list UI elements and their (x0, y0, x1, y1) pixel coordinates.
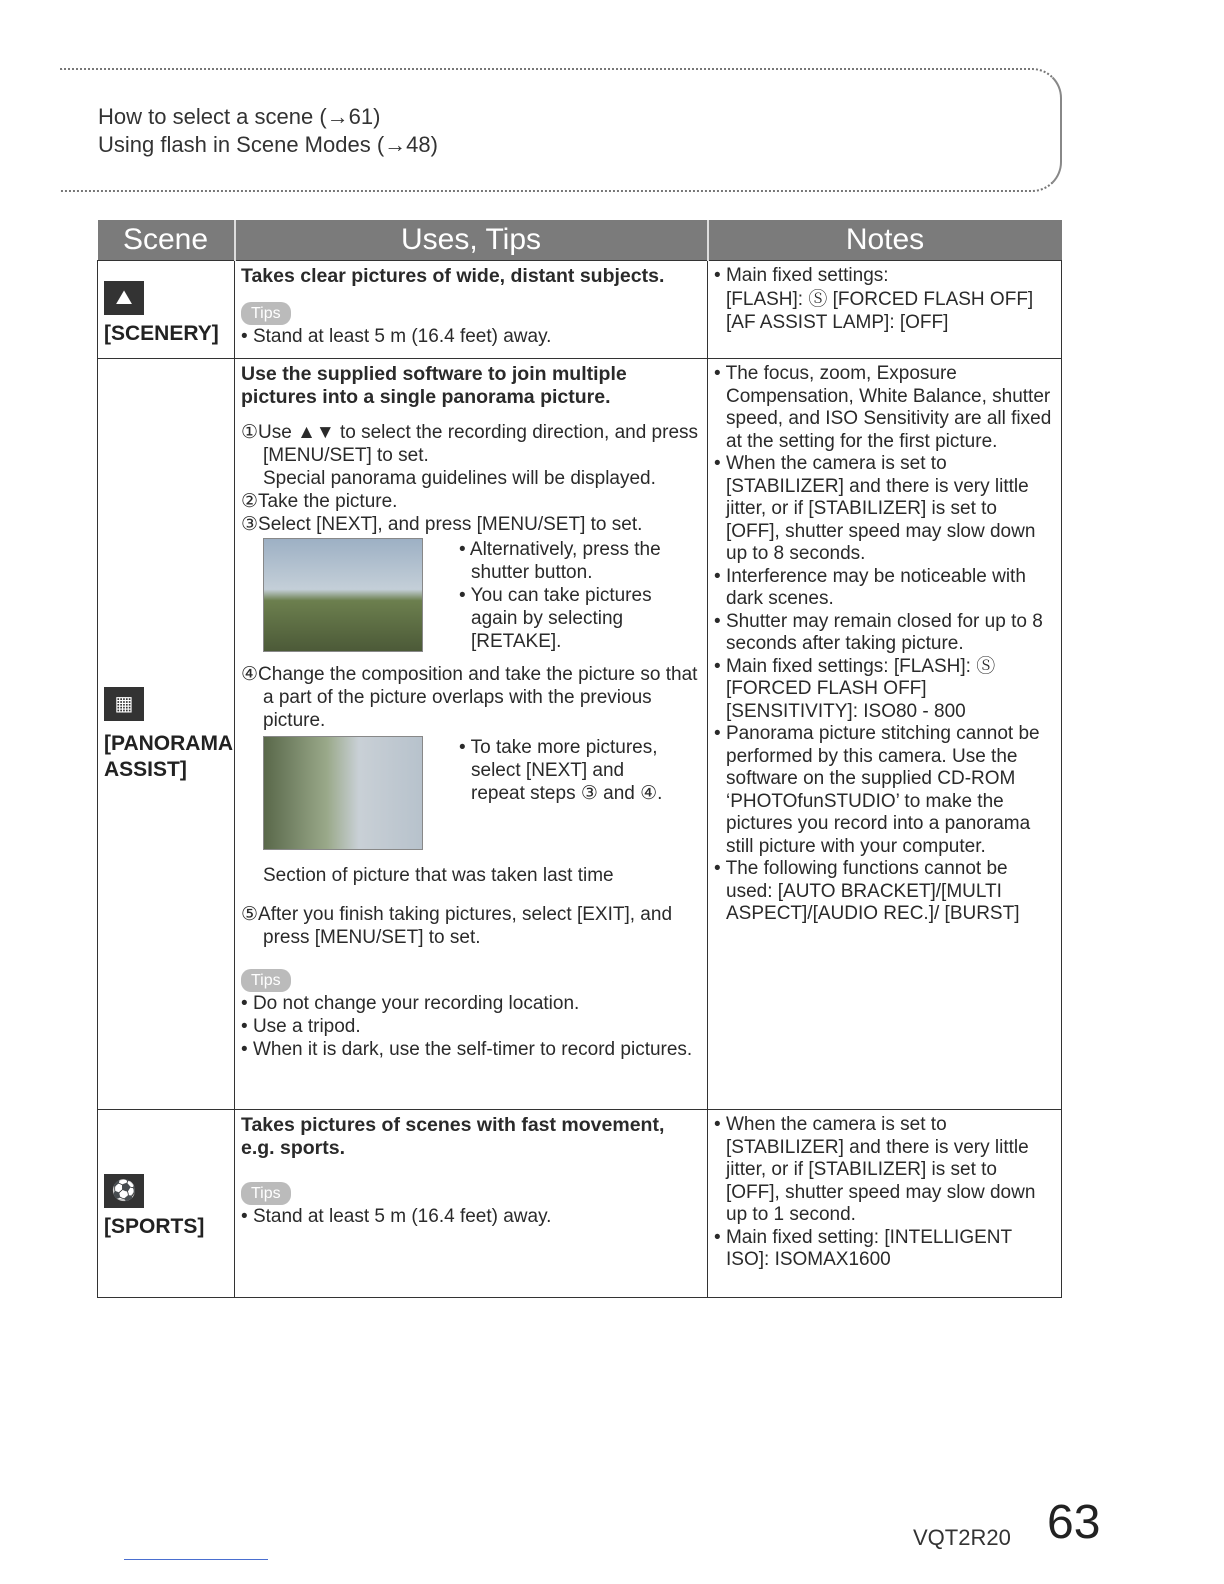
page-number: 63 (1047, 1496, 1101, 1549)
panorama-note: • Panorama picture stitching cannot be performed by this camera. Use the software on the supplied CD-ROM ‘PHOTOfunSTUDIO’ to make the pictures you record into a panorama still picture with your computer. (714, 723, 1055, 858)
sports-label: [SPORTS] (104, 1215, 205, 1238)
sports-note: • Main fixed setting: [INTELLIGENT ISO]: ISOMAX1600 (714, 1227, 1055, 1272)
panorama-step-2: ②Take the picture. (241, 491, 398, 512)
panorama-note: • Main fixed settings: [FLASH]: Ⓢ [FORCED FLASH OFF] [SENSITIVITY]: ISO80 - 800 (714, 656, 1055, 724)
panorama-example-1 (263, 538, 701, 653)
scenery-mode-icon: ⛰ (104, 281, 144, 315)
panorama-label-line1: [PANORAMA (104, 732, 234, 755)
tips-badge: Tips (241, 302, 291, 325)
panorama-note: • When the camera is set to [STABILIZER] and there is very little jitter, or if [STABILIZER] is set to [OFF], shutter speed may slow down up to 8 seconds. (714, 453, 1055, 566)
panorama-scene-cell (98, 359, 235, 1110)
panorama-step-3-bullet: • You can take pictures again by selecting [RETAKE]. (459, 584, 679, 653)
panorama-note: • Interference may be noticeable with dark scenes. (714, 566, 1055, 611)
panorama-notes-cell (708, 359, 1062, 1110)
panorama-step-3: ③Select [NEXT], and press [MENU/SET] to set. (241, 514, 643, 535)
table-row-sports (98, 1110, 1062, 1298)
panorama-tip: • When it is dark, use the self-timer to record pictures. (241, 1038, 701, 1061)
scenery-uses-cell (235, 261, 708, 359)
panorama-tip: • Do not change your recording location. (241, 992, 701, 1015)
scenery-note: [FLASH]: Ⓢ [FORCED FLASH OFF] (726, 288, 1034, 310)
tips-badge: Tips (241, 969, 291, 992)
sports-notes-cell (708, 1110, 1062, 1298)
sports-uses-cell (235, 1110, 708, 1298)
panorama-label-line2: ASSIST] (104, 758, 187, 781)
panorama-uses-cell (235, 359, 708, 1110)
panorama-step-5: ⑤After you finish taking pictures, select [EXIT], and press [MENU/SET] to set. (241, 904, 673, 948)
panorama-example-2 (263, 736, 701, 850)
table-row-panorama (98, 359, 1062, 1110)
panorama-note: • The following functions cannot be used: [AUTO BRACKET]/[MULTI ASPECT]/[AUDIO REC.]/ [BURST] (714, 858, 1055, 926)
footer-divider (124, 1559, 268, 1560)
panorama-step-4-bullet: • To take more pictures, select [NEXT] and repeat steps ③ and ④. (459, 736, 679, 805)
scenery-tip: • Stand at least 5 m (16.4 feet) away. (241, 325, 701, 348)
panorama-overlap-image (263, 736, 423, 850)
panorama-mode-icon: ▦ (104, 687, 144, 721)
scenery-notes-cell (708, 261, 1062, 359)
panorama-heading: Use the supplied software to join multiple pictures into a single panorama picture. (241, 363, 627, 408)
scenery-heading: Takes clear pictures of wide, distant subjects. (241, 265, 665, 287)
panorama-tip: • Use a tripod. (241, 1015, 701, 1038)
sports-note: • When the camera is set to [STABILIZER] and there is very little jitter, or if [STABILIZER] is set to [OFF], shutter speed may slow down up to 1 second. (714, 1114, 1055, 1227)
panorama-step-3-bullet: • Alternatively, press the shutter button. (459, 538, 679, 584)
scenery-scene-cell (98, 261, 235, 359)
scenery-note: • Main fixed settings: (714, 265, 1055, 288)
panorama-note: • Shutter may remain closed for up to 8 seconds after taking picture. (714, 611, 1055, 656)
header-uses-tips: Uses, Tips (235, 220, 708, 261)
header-scene: Scene (98, 220, 235, 261)
sports-scene-cell (98, 1110, 235, 1298)
panorama-step-1: ①Use ▲▼ to select the recording direction, and press [MENU/SET] to set. (241, 422, 699, 466)
panorama-note: • The focus, zoom, Exposure Compensation, White Balance, shutter speed, and ISO Sensitivity are all fixed at the setting for the first picture. (714, 363, 1055, 453)
table-row-scenery (98, 261, 1062, 359)
header-notes: Notes (708, 220, 1062, 261)
ref-flash-scene[interactable]: Using flash in Scene Modes (→48) (98, 132, 438, 157)
panorama-screen-image (263, 538, 423, 652)
sports-mode-icon: ⚽ (104, 1174, 144, 1208)
panorama-step-4: ④Change the composition and take the picture so that a part of the picture overlaps with the previous picture. (241, 664, 698, 731)
table-header-row (98, 220, 1062, 261)
sports-tip: • Stand at least 5 m (16.4 feet) away. (241, 1205, 701, 1228)
sports-heading: Takes pictures of scenes with fast movement, e.g. sports. (241, 1114, 665, 1159)
tips-badge: Tips (241, 1182, 291, 1205)
scenery-note: [AF ASSIST LAMP]: [OFF] (726, 311, 949, 333)
scenery-label: [SCENERY] (104, 322, 219, 345)
model-code: VQT2R20 (913, 1525, 1011, 1550)
panorama-step-1-note: Special panorama guidelines will be displayed. (263, 468, 656, 489)
panorama-image-caption: Section of picture that was taken last time (263, 865, 614, 886)
ref-select-scene[interactable]: How to select a scene (→61) (98, 104, 381, 129)
scene-table (97, 220, 1062, 1298)
reference-box (60, 68, 1062, 192)
